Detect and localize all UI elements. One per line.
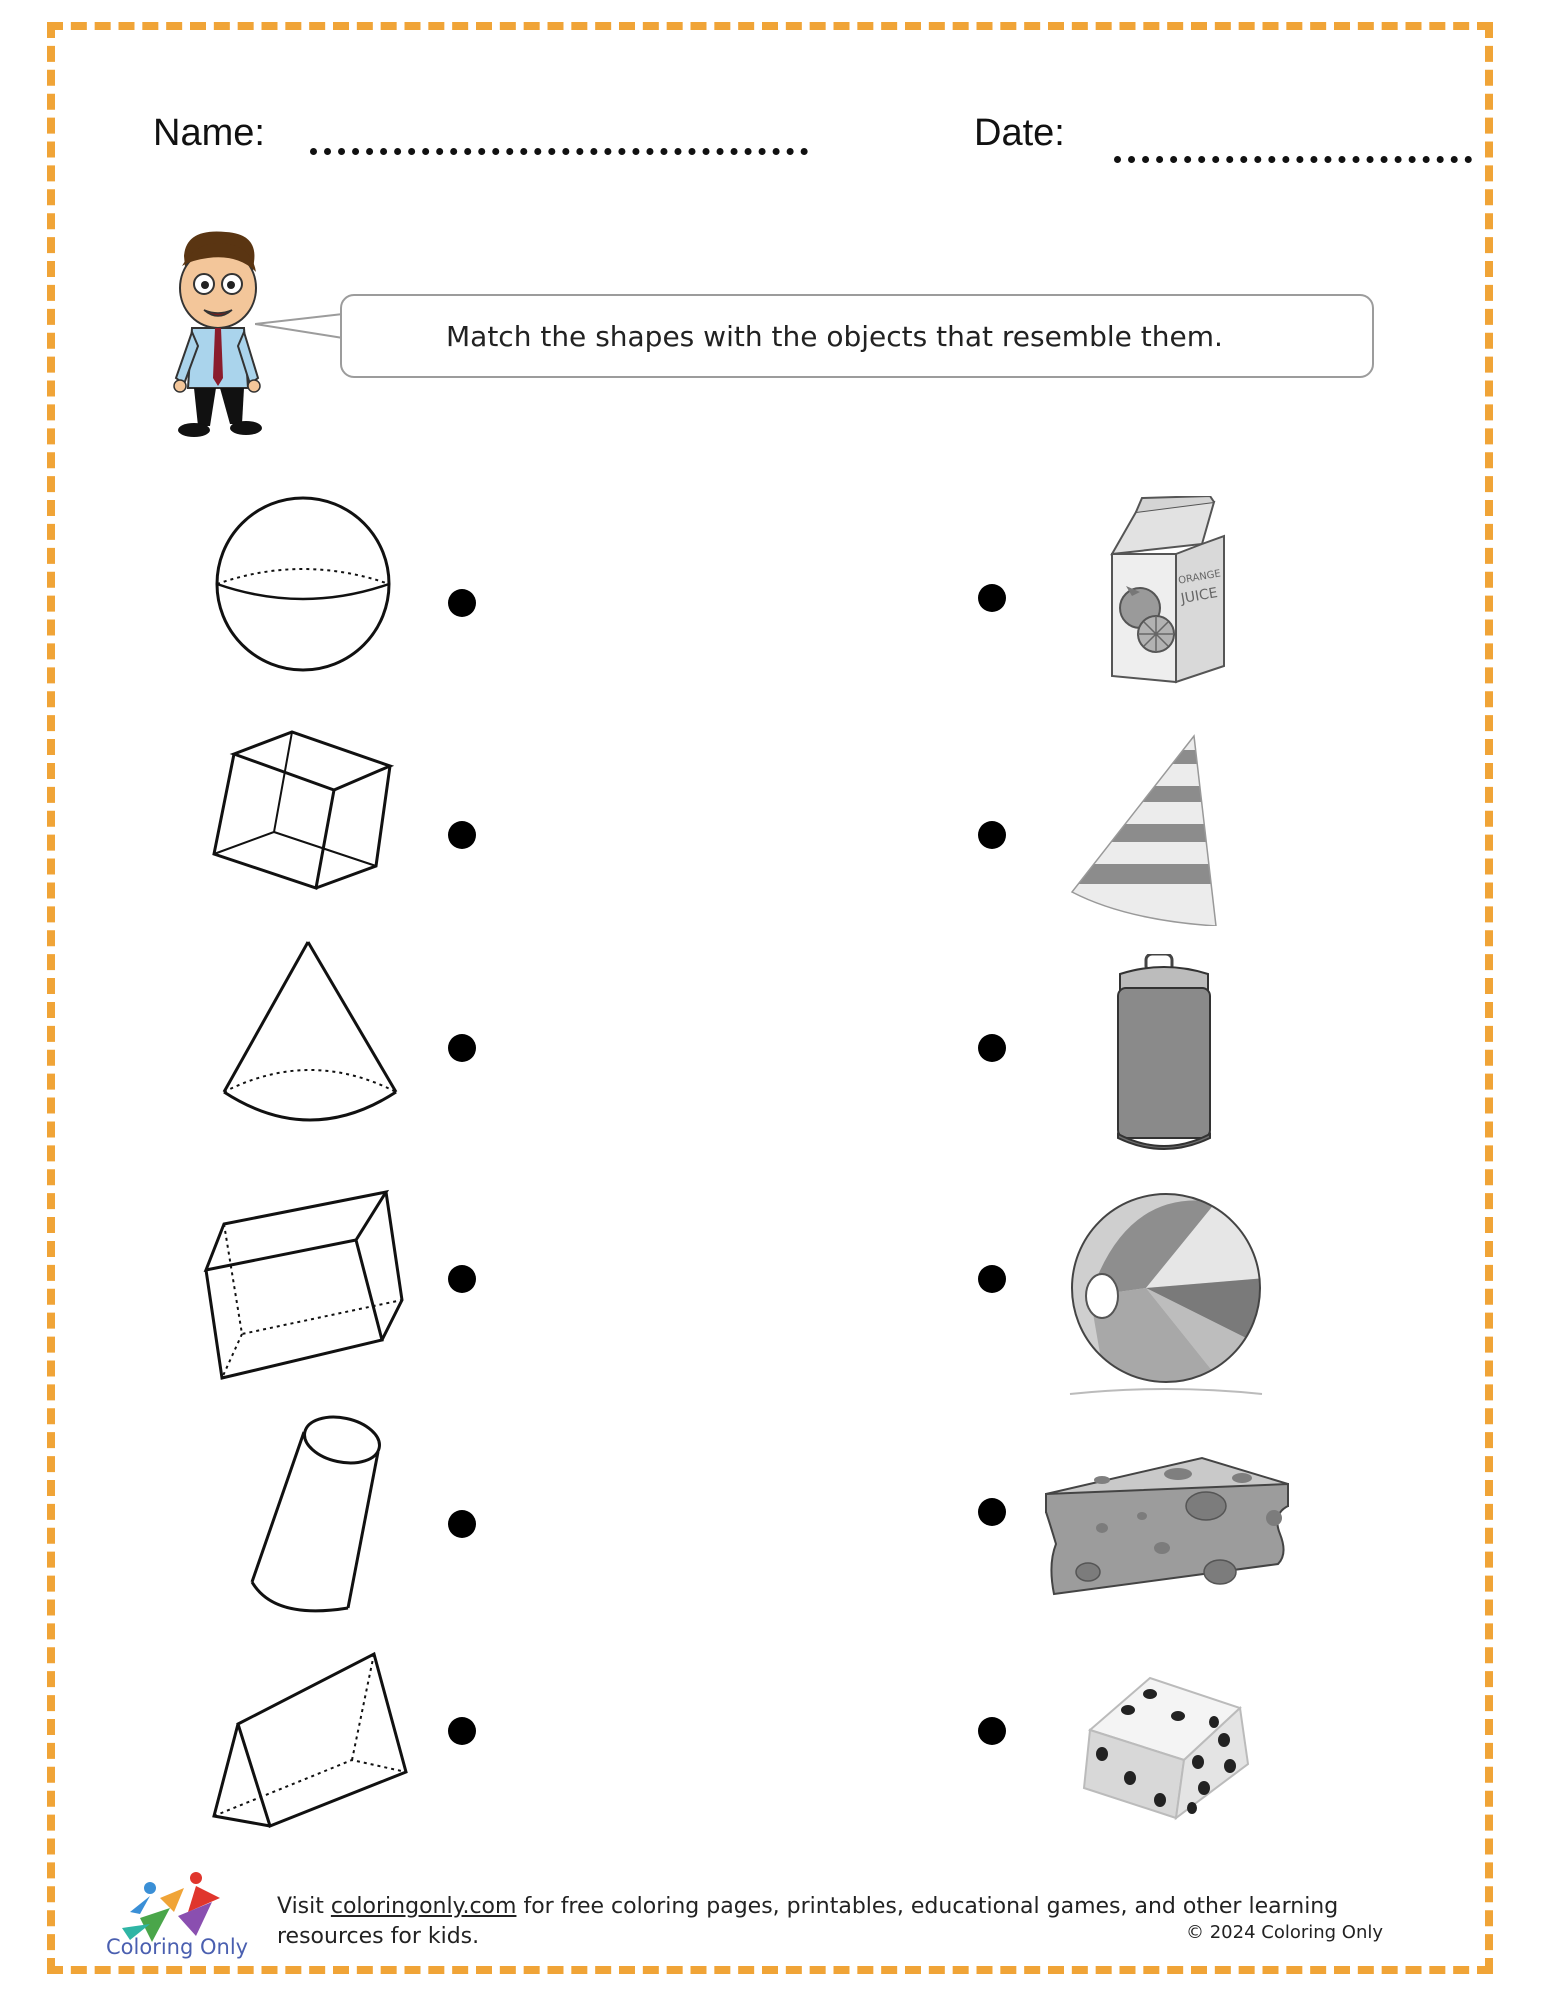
sphere-icon xyxy=(210,494,396,676)
instruction-text: Match the shapes with the objects that resemble them. xyxy=(446,320,1223,353)
copyright-text: © 2024 Coloring Only xyxy=(1186,1922,1384,1943)
cone-icon xyxy=(218,936,402,1130)
cylinder-icon xyxy=(244,1410,386,1622)
date-field[interactable] xyxy=(1114,156,1472,163)
triangular-prism-icon xyxy=(210,1650,408,1830)
shape-match-dot-cone[interactable] xyxy=(448,1034,476,1062)
party-hat-icon xyxy=(1066,732,1226,926)
shape-match-dot-triangular-prism[interactable] xyxy=(448,1717,476,1745)
beach-ball-icon xyxy=(1066,1188,1264,1400)
footer-visit-prefix: Visit xyxy=(277,1894,331,1919)
juice-carton-label: ORANGE xyxy=(1177,568,1222,587)
object-match-dot-dice[interactable] xyxy=(978,1717,1006,1745)
shape-match-dot-cylinder[interactable] xyxy=(448,1510,476,1538)
shape-match-dot-sphere[interactable] xyxy=(448,589,476,617)
date-label: Date: xyxy=(974,112,1065,154)
object-match-dot-soda-can[interactable] xyxy=(978,1034,1006,1062)
logo-text: Coloring Only xyxy=(106,1935,249,1959)
object-match-dot-cheese[interactable] xyxy=(978,1498,1006,1526)
object-match-dot-party-hat[interactable] xyxy=(978,821,1006,849)
object-match-dot-beach-ball[interactable] xyxy=(978,1265,1006,1293)
shape-match-dot-rectangular-prism[interactable] xyxy=(448,1265,476,1293)
dice-icon xyxy=(1080,1668,1254,1822)
juice-carton-icon xyxy=(1106,496,1230,684)
speech-bubble-tail xyxy=(255,310,345,350)
cube-icon xyxy=(208,728,394,892)
footer-visit-suffix: for free coloring pages, printables, educational games, and other learning resources for kids. xyxy=(277,1894,1339,1949)
rectangular-prism-icon xyxy=(202,1188,408,1384)
soda-can-icon xyxy=(1112,954,1216,1154)
speech-bubble xyxy=(340,294,1374,378)
shape-match-dot-cube[interactable] xyxy=(448,821,476,849)
svg-text:JUICE: JUICE xyxy=(1179,584,1219,608)
name-label: Name: xyxy=(153,112,265,154)
object-match-dot-juice[interactable] xyxy=(978,584,1006,612)
name-field[interactable] xyxy=(310,148,808,155)
cheese-wedge-icon xyxy=(1042,1454,1292,1598)
footer-link[interactable]: coloringonly.com xyxy=(330,1894,517,1919)
